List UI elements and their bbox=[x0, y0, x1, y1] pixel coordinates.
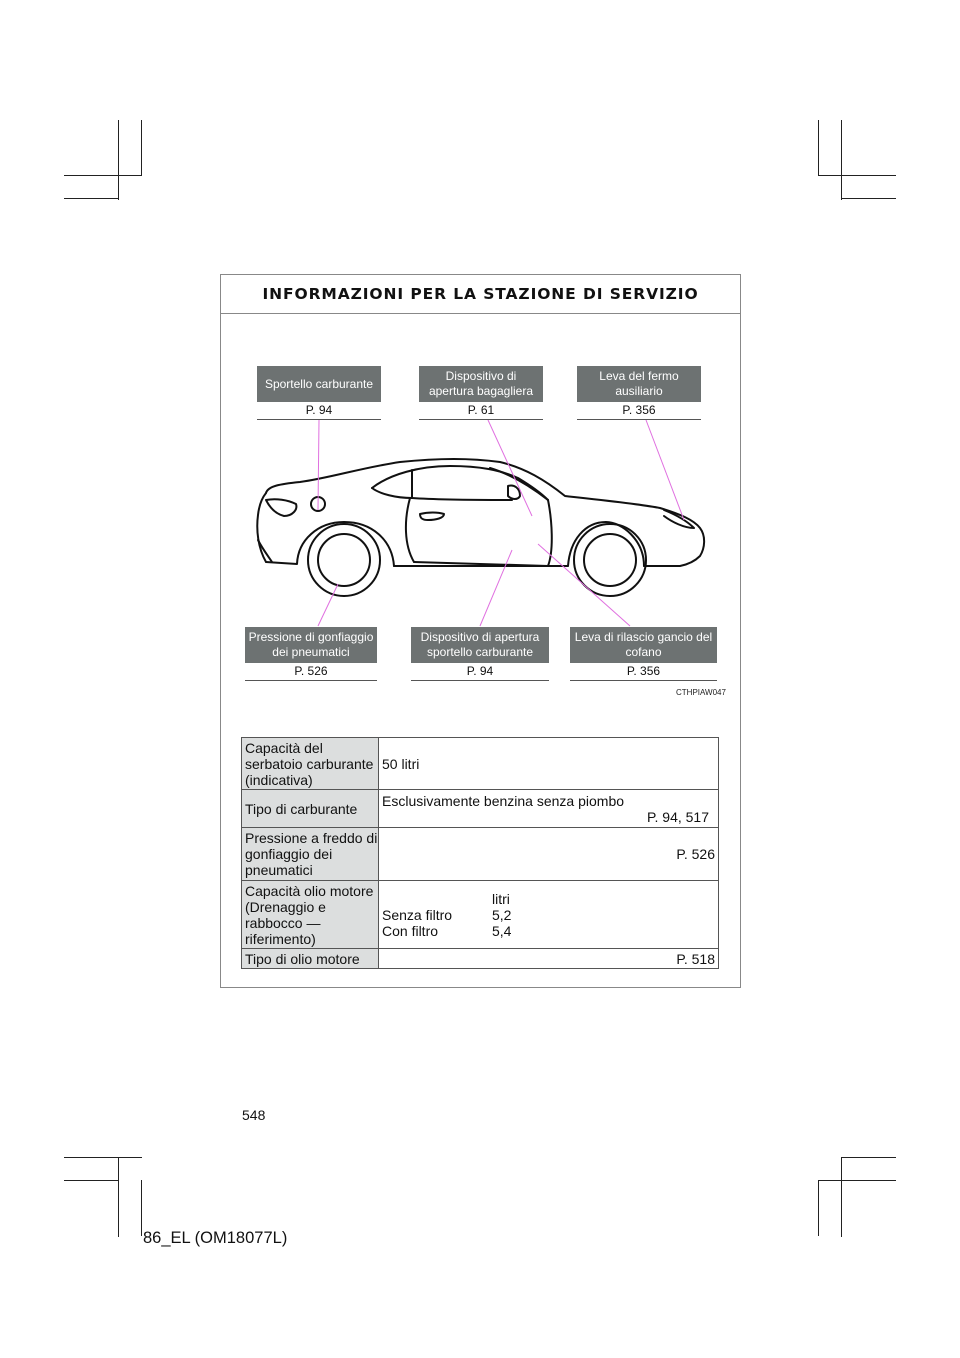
callout-trunk-opener bbox=[419, 366, 543, 420]
fuel-type-value: Esclusivamente benzina senza piombo bbox=[382, 792, 625, 809]
fuel-capacity-value: 50 litri bbox=[379, 738, 719, 790]
engine-oil-type-label: Tipo di olio motore bbox=[242, 949, 379, 969]
callout-label: Leva di rilascio gancio del cofano bbox=[570, 627, 717, 663]
with-filter-label: Con filtro bbox=[382, 922, 439, 939]
page-number: 548 bbox=[242, 1107, 266, 1123]
with-filter-value: 5,4 bbox=[492, 922, 512, 939]
callout-page-ref: P. 356 bbox=[570, 663, 717, 681]
engine-oil-capacity-grid bbox=[382, 891, 715, 939]
fuel-type-ref: P. 94, 517 bbox=[646, 808, 709, 825]
callout-label: Dispositivo di apertura sportello carburante bbox=[411, 627, 549, 663]
callout-label: Sportello carburante bbox=[257, 366, 381, 402]
engine-oil-type-ref: P. 518 bbox=[379, 949, 719, 969]
fuel-type-label: Tipo di carburante bbox=[242, 790, 379, 828]
figure-code: CTHPIAW047 bbox=[676, 688, 726, 697]
callout-aux-catch-lever bbox=[577, 366, 701, 420]
callout-page-ref: P. 356 bbox=[577, 402, 701, 420]
cold-tire-pressure-ref: P. 526 bbox=[379, 828, 719, 881]
callout-page-ref: P. 94 bbox=[257, 402, 381, 420]
engine-oil-capacity-label: Capacità olio motore (Drenaggio e rabbocco — riferimento) bbox=[242, 881, 379, 949]
callout-page-ref: P. 94 bbox=[411, 663, 549, 681]
table-row bbox=[242, 949, 719, 969]
fuel-capacity-label: Capacità del serbatoio carburante (indicativa) bbox=[242, 738, 379, 790]
document-code: 86_EL (OM18077L) bbox=[143, 1229, 288, 1247]
callout-fuel-door bbox=[257, 366, 381, 420]
callout-label: Pressione di gonfiaggio dei pneumatici bbox=[245, 627, 377, 663]
without-filter-label: Senza filtro bbox=[382, 906, 453, 923]
cold-tire-pressure-label: Pressione a freddo di gonfiaggio dei pneumatici bbox=[242, 828, 379, 881]
section-title: INFORMAZIONI PER LA STAZIONE DI SERVIZIO bbox=[221, 275, 740, 314]
callout-tire-pressure bbox=[245, 627, 377, 681]
callout-label: Dispositivo di apertura bagagliera bbox=[419, 366, 543, 402]
table-row bbox=[242, 881, 719, 949]
table-row bbox=[242, 738, 719, 790]
service-spec-table bbox=[241, 737, 719, 969]
oil-unit: litri bbox=[492, 890, 510, 907]
callout-hood-release-lever bbox=[570, 627, 717, 681]
callout-page-ref: P. 526 bbox=[245, 663, 377, 681]
callout-label: Leva del fermo ausiliario bbox=[577, 366, 701, 402]
callout-page-ref: P. 61 bbox=[419, 402, 543, 420]
table-row bbox=[242, 790, 719, 828]
table-row bbox=[242, 828, 719, 881]
callout-fuel-door-opener bbox=[411, 627, 549, 681]
without-filter-value: 5,2 bbox=[492, 906, 512, 923]
